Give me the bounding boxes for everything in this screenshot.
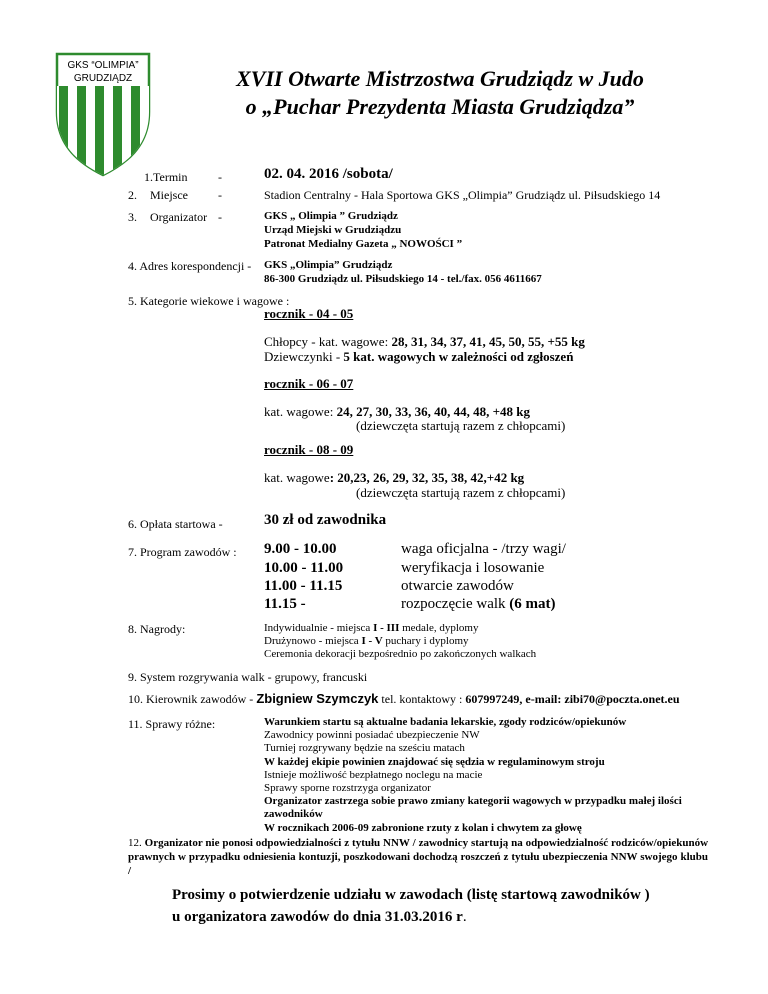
organizator-line: GKS „ Olimpia ” Grudziądz: [264, 210, 398, 222]
system-text: 9. System rozgrywania walk - grupowy, francuski: [128, 670, 368, 684]
kategorie-label: 5. Kategorie wiekowe i wagowe :: [128, 294, 290, 308]
miejsce-value: Stadion Centralny - Hala Sportowa GKS „Olimpia” Grudziądz ul. Piłsudskiego 14: [264, 188, 661, 202]
miejsce-dash: -: [218, 188, 222, 202]
organizator-dash: -: [218, 210, 222, 224]
r3-values: : 20,23, 26, 29, 32, 35, 38, 42,+42 kg: [329, 470, 525, 485]
nagrody-individual-places: I - III: [373, 622, 400, 634]
sprawy-line: Warunkiem startu są aktualne badania lekarskie, zgody rodziców/opiekunów: [264, 716, 627, 728]
nagrody-team-text: Drużynowo - miejsca: [264, 635, 362, 647]
chlopcy-prefix: Chłopcy - kat. wagowe:: [264, 334, 392, 349]
r2-values: 24, 27, 30, 33, 36, 40, 44, 48, +48 kg: [336, 404, 530, 419]
termin-value: 02. 04. 2016 /sobota/: [264, 166, 393, 182]
r3-note: (dziewczęta startują razem z chłopcami): [356, 485, 566, 500]
rocznik-08-09-header: [264, 442, 353, 458]
nagrody-label: 8. Nagrody:: [128, 622, 186, 636]
r3-prefix: kat. wagowe: [264, 470, 330, 485]
sprawy-line: Sprawy sporne rozstrzyga organizator: [264, 782, 431, 795]
organizator-line: Patronat Medialny Gazeta „ NOWOŚCI ”: [264, 238, 463, 250]
program-desc: rozpoczęcie walk: [401, 596, 510, 612]
footer-line2-row: [172, 906, 650, 928]
r2-prefix: kat. wagowe:: [264, 404, 337, 419]
program-time: 11.15 -: [264, 596, 306, 612]
nagrody-individual-prizes: medale, dyplomy: [399, 622, 479, 634]
nagrody-individual-text: Indywidualnie - miejsca: [264, 622, 374, 634]
rocznik-04-05-header: rocznik - 04 - 05: [264, 306, 354, 321]
paragraph-12-text: Organizator nie ponosi odpowiedzialności z tytułu NNW / zawodnicy startują na odpowiedzialność rodziców/opiekunów prawnych w przypadku odniesienia kontuzji, poszkodowani dochodzą roszczeń z tytułu ubezpieczenia NNW swojego klubu /: [128, 837, 709, 877]
footer-note: [172, 884, 650, 928]
sprawy-line: Turniej rozgrywany będzie na sześciu matach: [264, 742, 465, 755]
footer-line2: u organizatora zawodów do dnia 31.03.2016 r: [172, 909, 463, 925]
sprawy-line: Istnieje możliwość bezpłatnego noclegu na macie: [264, 768, 483, 781]
dziewczynki-prefix: Dziewczynki -: [264, 349, 344, 364]
club-shield-icon: [55, 52, 151, 177]
sprawy-line: Organizator zastrzega sobie prawo zmiany kategorii wagowych w przypadku małej ilości: [264, 795, 682, 808]
nagrody-team-places: I - V: [361, 635, 383, 647]
logo-text-line1: GKS “OLIMPIA”: [67, 60, 139, 71]
sprawy-list: [264, 716, 682, 835]
club-logo: [55, 52, 151, 177]
kierownik-contact: 607997249, e-mail: zibi70@poczta.onet.eu: [465, 692, 680, 706]
miejsce-label: Miejsce: [150, 188, 188, 202]
program-label: 7. Program zawodów :: [128, 545, 237, 559]
termin-dash: -: [218, 170, 222, 184]
sprawy-label: 11. Sprawy różne:: [128, 717, 216, 731]
dziewczynki-row: [264, 349, 573, 365]
organizator-line: Urząd Miejski w Grudziądzu: [264, 224, 402, 236]
sprawy-line: W każdej ekipie powinien znajdować się sędzia w regulaminowym stroju: [264, 755, 605, 768]
kierownik-label: 10. Kierownik zawodów -: [128, 692, 257, 706]
title-line1: XVII Otwarte Mistrzostwa Grudziądz w Judo: [236, 66, 644, 91]
nagrody-ceremony: Ceremonia dekoracji bezpośrednio po zakończonych walkach: [264, 648, 537, 660]
sprawy-line: zawodników: [264, 808, 323, 821]
kierownik-row: [128, 691, 680, 707]
oplata-label: 6. Opłata startowa -: [128, 517, 223, 531]
r3-weights-row: [264, 470, 524, 486]
rocznik-08-09-text: rocznik - 08 - 09: [264, 442, 354, 457]
paragraph-12: [128, 836, 708, 878]
program-time: 10.00 - 11.00: [264, 560, 344, 576]
rocznik-06-07-header: rocznik - 06 - 07: [264, 376, 354, 391]
adres-line: GKS „Olimpia” Grudziądz: [264, 259, 393, 271]
program-desc-row: [401, 596, 556, 613]
organizator-num: 3.: [128, 210, 137, 224]
program-desc: waga oficjalna - /trzy wagi/: [401, 541, 566, 557]
program-time: 11.00 - 11.15: [264, 578, 343, 594]
dziewczynki-values: 5 kat. wagowych w zależności od zgłoszeń: [343, 349, 574, 364]
termin-label: 1.Termin: [144, 170, 188, 184]
sprawy-line: W rocznikach 2006-09 zabronione rzuty z kolan i chwytem za głowę: [264, 821, 582, 834]
adres-label: 4. Adres korespondencji -: [128, 259, 252, 273]
oplata-value: 30 zł od zawodnika: [264, 512, 387, 528]
logo-text-line2: GRUDZIĄDZ: [73, 73, 133, 84]
nagrody-individual: [264, 622, 478, 634]
adres-line: 86-300 Grudziądz ul. Piłsudskiego 14 - tel./fax. 056 4611667: [264, 273, 542, 285]
kierownik-tel-label: tel. kontaktowy :: [378, 692, 466, 706]
footer-line2-end: .: [462, 909, 467, 925]
program-desc: otwarcie zawodów: [401, 578, 514, 594]
program-time: 9.00 - 10.00: [264, 541, 337, 557]
footer-line1: Prosimy o potwierdzenie udziału w zawodach (listę startową zawodników ): [172, 887, 650, 903]
chlopcy-values: 28, 31, 34, 37, 41, 45, 50, 55, +55 kg: [391, 334, 585, 349]
kierownik-name: Zbigniew Szymczyk: [256, 691, 379, 706]
program-mats: (6 mat): [509, 596, 556, 612]
program-desc: weryfikacja i losowanie: [401, 560, 545, 576]
chlopcy-row: [264, 334, 585, 350]
miejsce-num: 2.: [128, 188, 137, 202]
sprawy-line: Zawodnicy powinni posiadać ubezpieczenie NW: [264, 729, 480, 742]
nagrody-team-prizes: puchary i dyplomy: [382, 635, 469, 647]
organizator-label: Organizator: [150, 210, 208, 224]
title-line2: o „Puchar Prezydenta Miasta Grudziądza”: [245, 94, 635, 119]
paragraph-12-num: 12.: [128, 837, 145, 849]
nagrody-team: [264, 635, 469, 647]
r2-note: (dziewczęta startują razem z chłopcami): [356, 418, 566, 433]
